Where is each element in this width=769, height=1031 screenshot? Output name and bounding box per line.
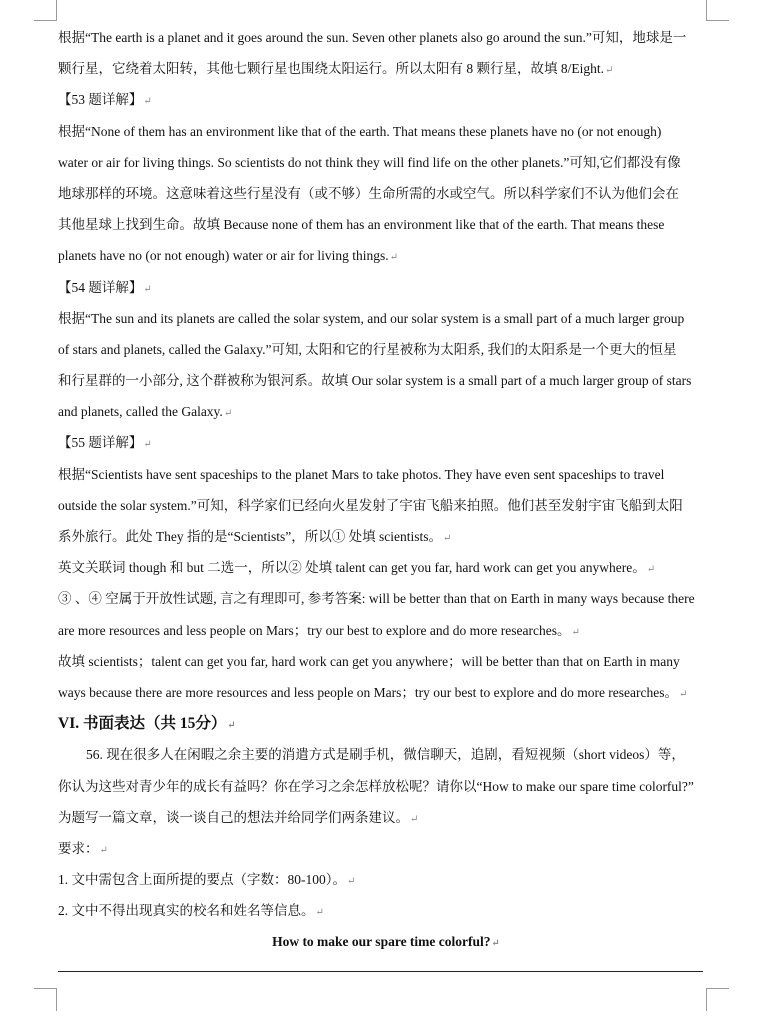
paragraph-mark-icon: ↵ — [646, 564, 656, 576]
text-line: of stars and planets, called the Galaxy.”可知, 太阳和它的行星被称为太阳系, 我们的太阳系是一个更大的恒星 — [58, 341, 677, 357]
text-line: and planets, called the Galaxy.↵ — [58, 404, 233, 420]
paragraph-mark-icon: ↵ — [223, 408, 233, 420]
paragraph-mark-icon: ↵ — [571, 626, 580, 638]
paragraph-mark-icon: ↵ — [143, 439, 152, 451]
paragraph-mark-icon: ↵ — [679, 688, 688, 700]
text-line: 你认为这些对青少年的成长有益吗？你在学习之余怎样放松呢？请你以“How to make our spare time colorful?” — [58, 778, 694, 794]
corner-mark-bottom-left — [34, 988, 57, 1011]
text-line: 故填 scientists；talent can get you far, hard work can get you anywhere；will be better than that on Earth in many — [58, 653, 680, 669]
text-line: 地球那样的环境。这意味着这些行星没有（或不够）生命所需的水或空气。所以科学家们不认为他们会在 — [58, 185, 679, 201]
paragraph-mark-icon: ↵ — [143, 96, 152, 108]
text-line: outside the solar system.”可知，科学家们已经向火星发射了宇宙飞船来拍照。他们甚至发射宇宙飞船到太阳 — [58, 497, 683, 513]
bottom-rule — [58, 971, 703, 972]
section-label: 【53 题详解】↵ — [58, 92, 152, 108]
paragraph-mark-icon: ↵ — [227, 720, 236, 732]
text-line: ③ 、④ 空属于开放性试题, 言之有理即可, 参考答案: will be better than that on Earth in many ways because there — [58, 591, 695, 607]
corner-mark-top-left — [34, 0, 57, 21]
paragraph-mark-icon: ↵ — [389, 252, 399, 264]
text-line: 其他星球上找到生命。故填 Because none of them has an environment like that of the earth. That means these — [58, 217, 665, 233]
paragraph-mark-icon: ↵ — [605, 65, 614, 77]
text-line: 系外旅行。此处 They 指的是“Scientists”，所以① 处填 scientists。↵ — [58, 529, 452, 544]
paragraph-mark-icon: ↵ — [315, 907, 324, 919]
text-line: planets have no (or not enough) water or air for living things.↵ — [58, 248, 399, 264]
text-line: are more resources and less people on Mars；try our best to explore and do more researches。↵ — [58, 622, 580, 638]
section-heading: VI. 书面表达（共 15分）↵ — [58, 715, 236, 733]
requirement-item: 2. 文中不得出现真实的校名和姓名等信息。↵ — [58, 903, 324, 919]
text-line: 和行星群的一小部分, 这个群被称为银河系。故填 Our solar system is a small part of a much larger group of stars — [58, 373, 692, 389]
essay-title: How to make our spare time colorful?↵ — [272, 934, 500, 950]
text-line: 56. 现在很多人在闲暇之余主要的消遣方式是刷手机，微信聊天，追剧，看短视频（short videos）等， — [86, 747, 685, 763]
text-line: 英文关联词 though 和 but 二选一，所以② 处填 talent can get you far, hard work can get you anywhere。↵ — [58, 560, 656, 576]
paragraph-mark-icon: ↵ — [143, 283, 152, 295]
document-page — [58, 22, 714, 958]
text-line: ways because there are more resources and less people on Mars；try our best to explore and do more researches。↵ — [58, 684, 688, 700]
paragraph-mark-icon: ↵ — [99, 844, 108, 856]
paragraph-mark-icon: ↵ — [491, 938, 500, 950]
text-line: 根据“Scientists have sent spaceships to the planet Mars to take photos. They have even sent spaceships to travel — [58, 466, 665, 482]
text-line: 根据“None of them has an environment like that of the earth. That means these planets have no (or not enough) — [58, 123, 662, 139]
corner-mark-bottom-right — [706, 988, 729, 1011]
requirements-label: 要求：↵ — [58, 840, 108, 856]
section-label: 【54 题详解】↵ — [58, 279, 152, 295]
paragraph-mark-icon: ↵ — [347, 876, 356, 888]
corner-mark-top-right — [706, 0, 729, 21]
text-line: water or air for living things. So scientists do not think they will find life on the other planets.”可知,它们都没有像 — [58, 154, 681, 170]
text-line: 根据“The sun and its planets are called the solar system, and our solar system is a small part of a much larger group — [58, 310, 685, 326]
requirement-item: 1. 文中需包含上面所提的要点（字数：80-100）。↵ — [58, 872, 356, 888]
text-line: 为题写一篇文章，谈一谈自己的想法并给同学们两条建议。↵ — [58, 809, 419, 825]
text-line: 根据“The earth is a planet and it goes around the sun. Seven other planets also go around the sun.”可知，地球是一 — [58, 30, 687, 45]
paragraph-mark-icon: ↵ — [442, 533, 452, 544]
paragraph-mark-icon: ↵ — [410, 813, 419, 825]
section-label: 【55 题详解】↵ — [58, 435, 152, 451]
text-line: 颗行星，它绕着太阳转，其他七颗行星也围绕太阳运行。所以太阳有 8 颗行星，故填 8/Eight.↵ — [58, 61, 614, 77]
